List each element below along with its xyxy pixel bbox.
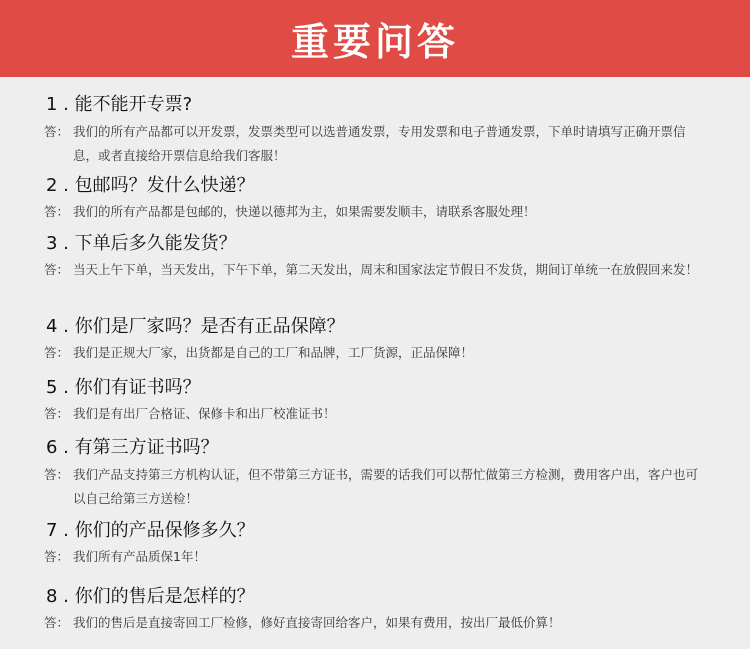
answer-prefix: 答： xyxy=(44,345,70,360)
answer-text: 我们产品支持第三方机构认证，但不带第三方证书，需要的话我们可以帮忙做第三方检测，费用客户出，客户也可以自己给第三方送检！ xyxy=(73,467,699,506)
answer-text: 我们的售后是直接寄回工厂检修，修好直接寄回给客户，如果有费用，按出厂最低价算！ xyxy=(73,615,561,630)
answer-text: 我们是正规大厂家，出货都是自己的工厂和品牌，工厂货源，正品保障！ xyxy=(73,345,474,360)
faq-answer-4 xyxy=(44,341,704,365)
faq-question-5: 5 . 你们有证书吗？ xyxy=(46,377,201,398)
header-banner xyxy=(0,0,750,77)
faq-question-2: 2 . 包邮吗？发什么快递？ xyxy=(46,175,255,196)
faq-answer-5 xyxy=(44,402,704,426)
faq-question-8: 8 . 你们的售后是怎样的？ xyxy=(46,586,255,607)
faq-question-7: 7 . 你们的产品保修多久？ xyxy=(46,520,255,541)
page-title: 重要问答 xyxy=(290,20,459,64)
faq-answer-3 xyxy=(44,258,704,282)
answer-prefix: 答： xyxy=(44,262,70,277)
answer-text: 当天上午下单，当天发出，下午下单，第二天发出，周末和国家法定节假日不发货，期间订单统一在放假回来发！ xyxy=(73,262,699,277)
faq-answer-8 xyxy=(44,611,704,635)
answer-prefix: 答： xyxy=(44,467,70,482)
answer-prefix: 答： xyxy=(44,615,70,630)
faq-answer-7 xyxy=(44,545,704,569)
faq-answer-2 xyxy=(44,200,704,224)
faq-question-4: 4 . 你们是厂家吗？是否有正品保障？ xyxy=(46,316,345,337)
faq-answer-6 xyxy=(44,463,704,511)
answer-prefix: 答： xyxy=(44,204,70,219)
answer-prefix: 答： xyxy=(44,406,70,421)
answer-text: 我们所有产品质保1年！ xyxy=(73,549,206,564)
faq-question-3: 3 . 下单后多久能发货？ xyxy=(46,233,237,254)
answer-prefix: 答： xyxy=(44,124,70,139)
answer-text: 我们的所有产品都可以开发票，发票类型可以选普通发票，专用发票和电子普通发票，下单时请填写正确开票信息，或者直接给开票信息给我们客服！ xyxy=(73,124,686,163)
answer-text: 我们是有出厂合格证、保修卡和出厂校准证书！ xyxy=(73,406,336,421)
answer-text: 我们的所有产品都是包邮的，快递以德邦为主，如果需要发顺丰，请联系客服处理！ xyxy=(73,204,536,219)
answer-prefix: 答： xyxy=(44,549,70,564)
faq-question-1: 1 . 能不能开专票? xyxy=(46,94,193,115)
faq-question-6: 6 . 有第三方证书吗？ xyxy=(46,437,219,458)
faq-answer-1 xyxy=(44,120,704,168)
